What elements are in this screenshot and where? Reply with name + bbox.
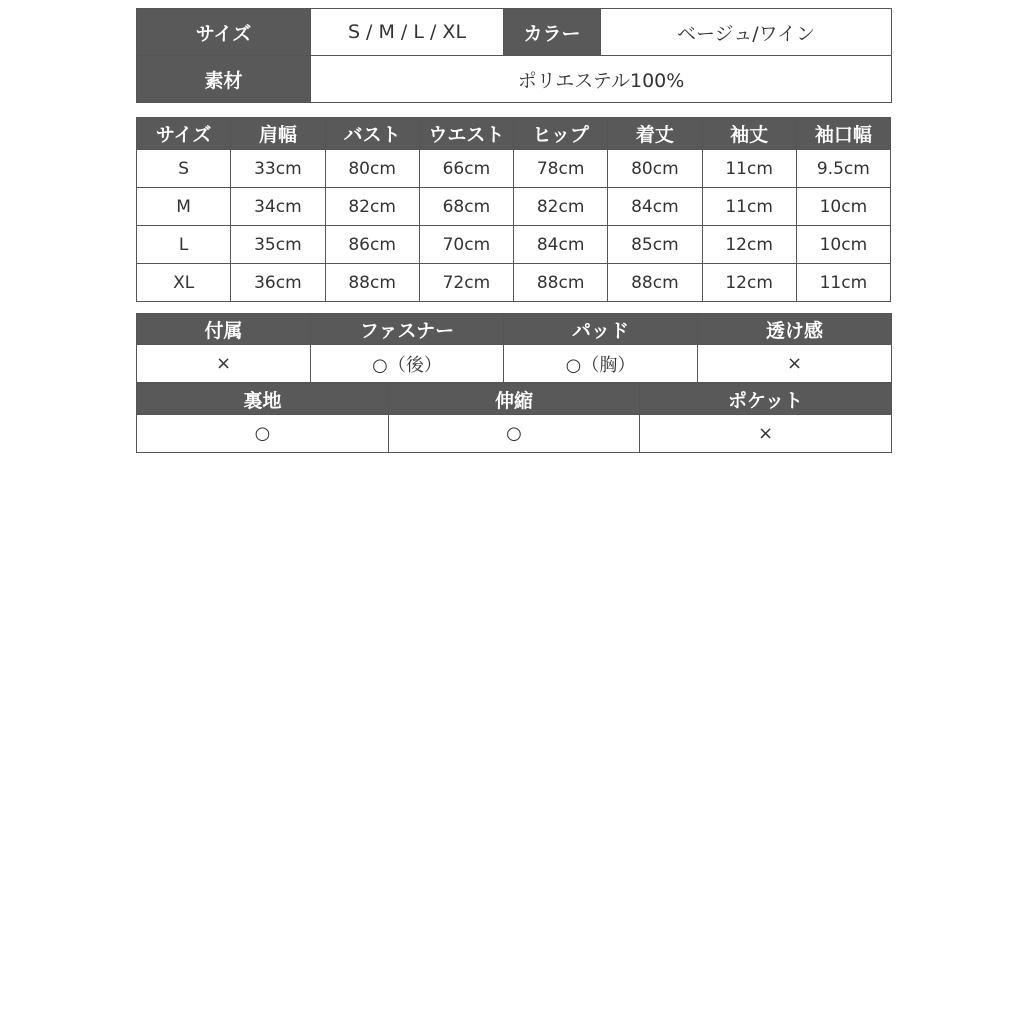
table-cell: 12cm [702, 264, 796, 302]
table-cell: 88cm [325, 264, 419, 302]
table-row [137, 226, 891, 264]
size-chart-header-cell: バスト [325, 118, 419, 150]
table-row [137, 56, 892, 103]
feature-header-cell: ポケット [640, 384, 892, 415]
table-row [137, 150, 891, 188]
table-cell: 70cm [419, 226, 513, 264]
table-cell: 85cm [608, 226, 702, 264]
table-row [137, 415, 892, 453]
table-row [137, 264, 891, 302]
material-value: ポリエステル100% [311, 56, 892, 103]
size-chart-header-cell: 袖丈 [702, 118, 796, 150]
table-cell: 66cm [419, 150, 513, 188]
size-chart-header-cell: サイズ [137, 118, 231, 150]
table-cell: 78cm [514, 150, 608, 188]
features-table-2 [136, 383, 892, 453]
table-cell: 10cm [796, 226, 890, 264]
table-cell: 11cm [702, 150, 796, 188]
table-cell: L [137, 226, 231, 264]
features-header-row [137, 314, 892, 345]
size-chart-header-cell: 肩幅 [231, 118, 325, 150]
table-cell: 82cm [325, 188, 419, 226]
feature-value-cell: ○ [389, 415, 640, 453]
table-cell: 84cm [608, 188, 702, 226]
size-chart-table [136, 117, 891, 302]
feature-value-cell: × [640, 415, 892, 453]
table-cell: XL [137, 264, 231, 302]
table-cell: 9.5cm [796, 150, 890, 188]
table-cell: 82cm [514, 188, 608, 226]
color-value: ベージュ/ワイン [601, 9, 892, 56]
table-cell: 10cm [796, 188, 890, 226]
feature-value-cell: × [698, 345, 892, 383]
feature-header-cell: 透け感 [698, 314, 892, 345]
table-cell: M [137, 188, 231, 226]
table-cell: 72cm [419, 264, 513, 302]
table-cell: 11cm [702, 188, 796, 226]
feature-value-cell: ○（後） [311, 345, 504, 383]
table-cell: 35cm [231, 226, 325, 264]
table-cell: 88cm [514, 264, 608, 302]
size-chart-header-cell: ヒップ [514, 118, 608, 150]
features-header-row [137, 384, 892, 415]
feature-header-cell: 伸縮 [389, 384, 640, 415]
size-chart-header-row [137, 118, 891, 150]
table-row [137, 188, 891, 226]
table-cell: 11cm [796, 264, 890, 302]
table-cell: 80cm [608, 150, 702, 188]
material-label: 素材 [137, 56, 311, 103]
size-value: S / M / L / XL [311, 9, 504, 56]
table-cell: S [137, 150, 231, 188]
table-cell: 34cm [231, 188, 325, 226]
feature-header-cell: 裏地 [137, 384, 389, 415]
product-info-table [136, 8, 892, 103]
color-label: カラー [504, 9, 601, 56]
size-chart-header-cell: ウエスト [419, 118, 513, 150]
features-table-1 [136, 313, 892, 383]
table-cell: 36cm [231, 264, 325, 302]
size-chart-header-cell: 着丈 [608, 118, 702, 150]
table-cell: 86cm [325, 226, 419, 264]
table-row [137, 345, 892, 383]
feature-value-cell: ○（胸） [504, 345, 698, 383]
table-cell: 33cm [231, 150, 325, 188]
table-row [137, 9, 892, 56]
table-cell: 80cm [325, 150, 419, 188]
feature-value-cell: × [137, 345, 311, 383]
table-cell: 88cm [608, 264, 702, 302]
feature-value-cell: ○ [137, 415, 389, 453]
size-label: サイズ [137, 9, 311, 56]
size-chart-header-cell: 袖口幅 [796, 118, 890, 150]
feature-header-cell: ファスナー [311, 314, 504, 345]
feature-header-cell: 付属 [137, 314, 311, 345]
feature-header-cell: パッド [504, 314, 698, 345]
table-cell: 84cm [514, 226, 608, 264]
table-cell: 12cm [702, 226, 796, 264]
table-cell: 68cm [419, 188, 513, 226]
